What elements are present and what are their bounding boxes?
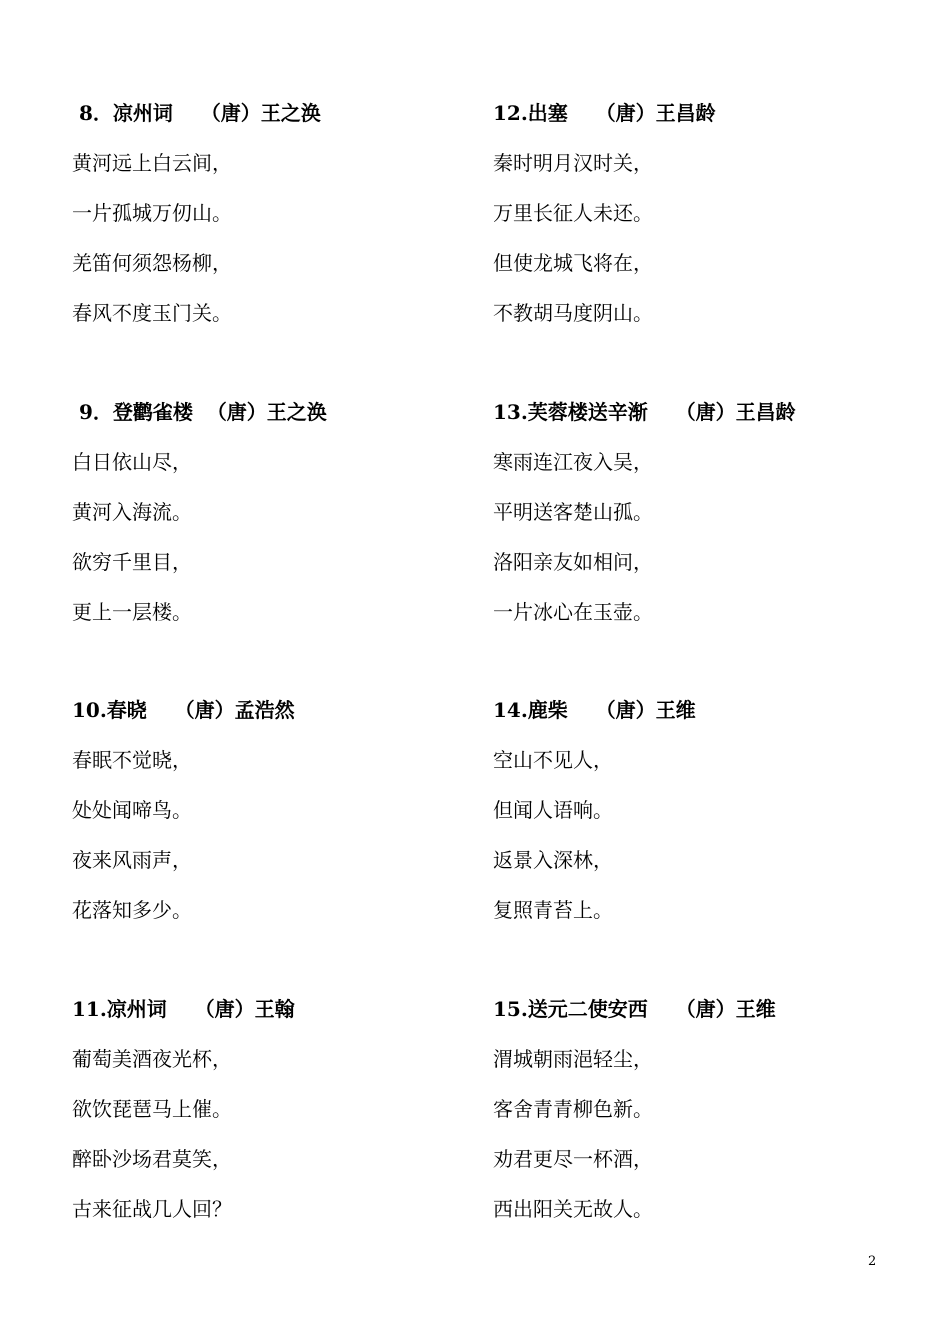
- poem-line: 秦时明月汉时关，: [493, 151, 653, 175]
- poem-title: 15.送元二使安西 （唐）王维: [493, 997, 776, 1021]
- poem-title: 14.鹿柴 （唐）王维: [493, 698, 696, 722]
- poem-13: [493, 400, 893, 624]
- poem-line: 葡萄美酒夜光杯，: [72, 1047, 232, 1071]
- poem-line: 春风不度玉门关。: [72, 301, 232, 325]
- poem-line: 醉卧沙场君莫笑，: [72, 1147, 232, 1171]
- poem-line: 渭城朝雨浥轻尘，: [493, 1047, 653, 1071]
- poem-line: 但闻人语响。: [493, 798, 613, 822]
- poem-12: [493, 101, 893, 325]
- poem-line: 西出阳关无故人。: [493, 1197, 653, 1221]
- poem-line: 寒雨连江夜入吴，: [493, 450, 653, 474]
- poem-line: 欲饮琵琶马上催。: [72, 1097, 232, 1121]
- poem-10: [72, 698, 472, 922]
- poem-line: 但使龙城飞将在，: [493, 251, 653, 275]
- poem-title: 13.芙蓉楼送辛渐 （唐）王昌龄: [493, 400, 796, 424]
- poem-14: [493, 698, 893, 922]
- poem-line: 客舍青青柳色新。: [493, 1097, 653, 1121]
- poem-line: 春眠不觉晓，: [72, 748, 192, 772]
- poem-line: 平明送客楚山孤。: [493, 500, 653, 524]
- poem-line: 更上一层楼。: [72, 600, 192, 624]
- poem-line: 古来征战几人回？: [72, 1197, 232, 1221]
- poem-11: [72, 997, 472, 1221]
- poem-line: 黄河入海流。: [72, 500, 192, 524]
- poem-line: 一片冰心在玉壶。: [493, 600, 653, 624]
- poem-line: 洛阳亲友如相问，: [493, 550, 653, 574]
- poem-title: 11.凉州词 （唐）王翰: [72, 997, 295, 1021]
- poem-line: 万里长征人未还。: [493, 201, 653, 225]
- poem-line: 白日依山尽，: [72, 450, 192, 474]
- poem-line: 处处闻啼鸟。: [72, 798, 192, 822]
- poem-line: 欲穷千里目，: [72, 550, 192, 574]
- poem-8: [72, 101, 472, 325]
- poem-line: 复照青苔上。: [493, 898, 613, 922]
- poem-line: 返景入深林，: [493, 848, 613, 872]
- poem-line: 黄河远上白云间，: [72, 151, 232, 175]
- poem-line: 劝君更尽一杯酒，: [493, 1147, 653, 1171]
- poem-title: 12.出塞 （唐）王昌龄: [493, 101, 716, 125]
- poem-title: 9．登鹳雀楼 （唐）王之涣: [72, 400, 327, 424]
- poem-line: 空山不见人，: [493, 748, 613, 772]
- poem-line: 一片孤城万仞山。: [72, 201, 232, 225]
- poem-title: 8．凉州词 （唐）王之涣: [72, 101, 321, 125]
- poem-line: 花落知多少。: [72, 898, 192, 922]
- poem-9: [72, 400, 472, 624]
- poem-line: 夜来风雨声，: [72, 848, 192, 872]
- page-number: 2: [868, 1254, 877, 1269]
- poem-line: 不教胡马度阴山。: [493, 301, 653, 325]
- poem-title: 10.春晓 （唐）孟浩然: [72, 698, 295, 722]
- poem-15: [493, 997, 893, 1221]
- poem-line: 羌笛何须怨杨柳，: [72, 251, 232, 275]
